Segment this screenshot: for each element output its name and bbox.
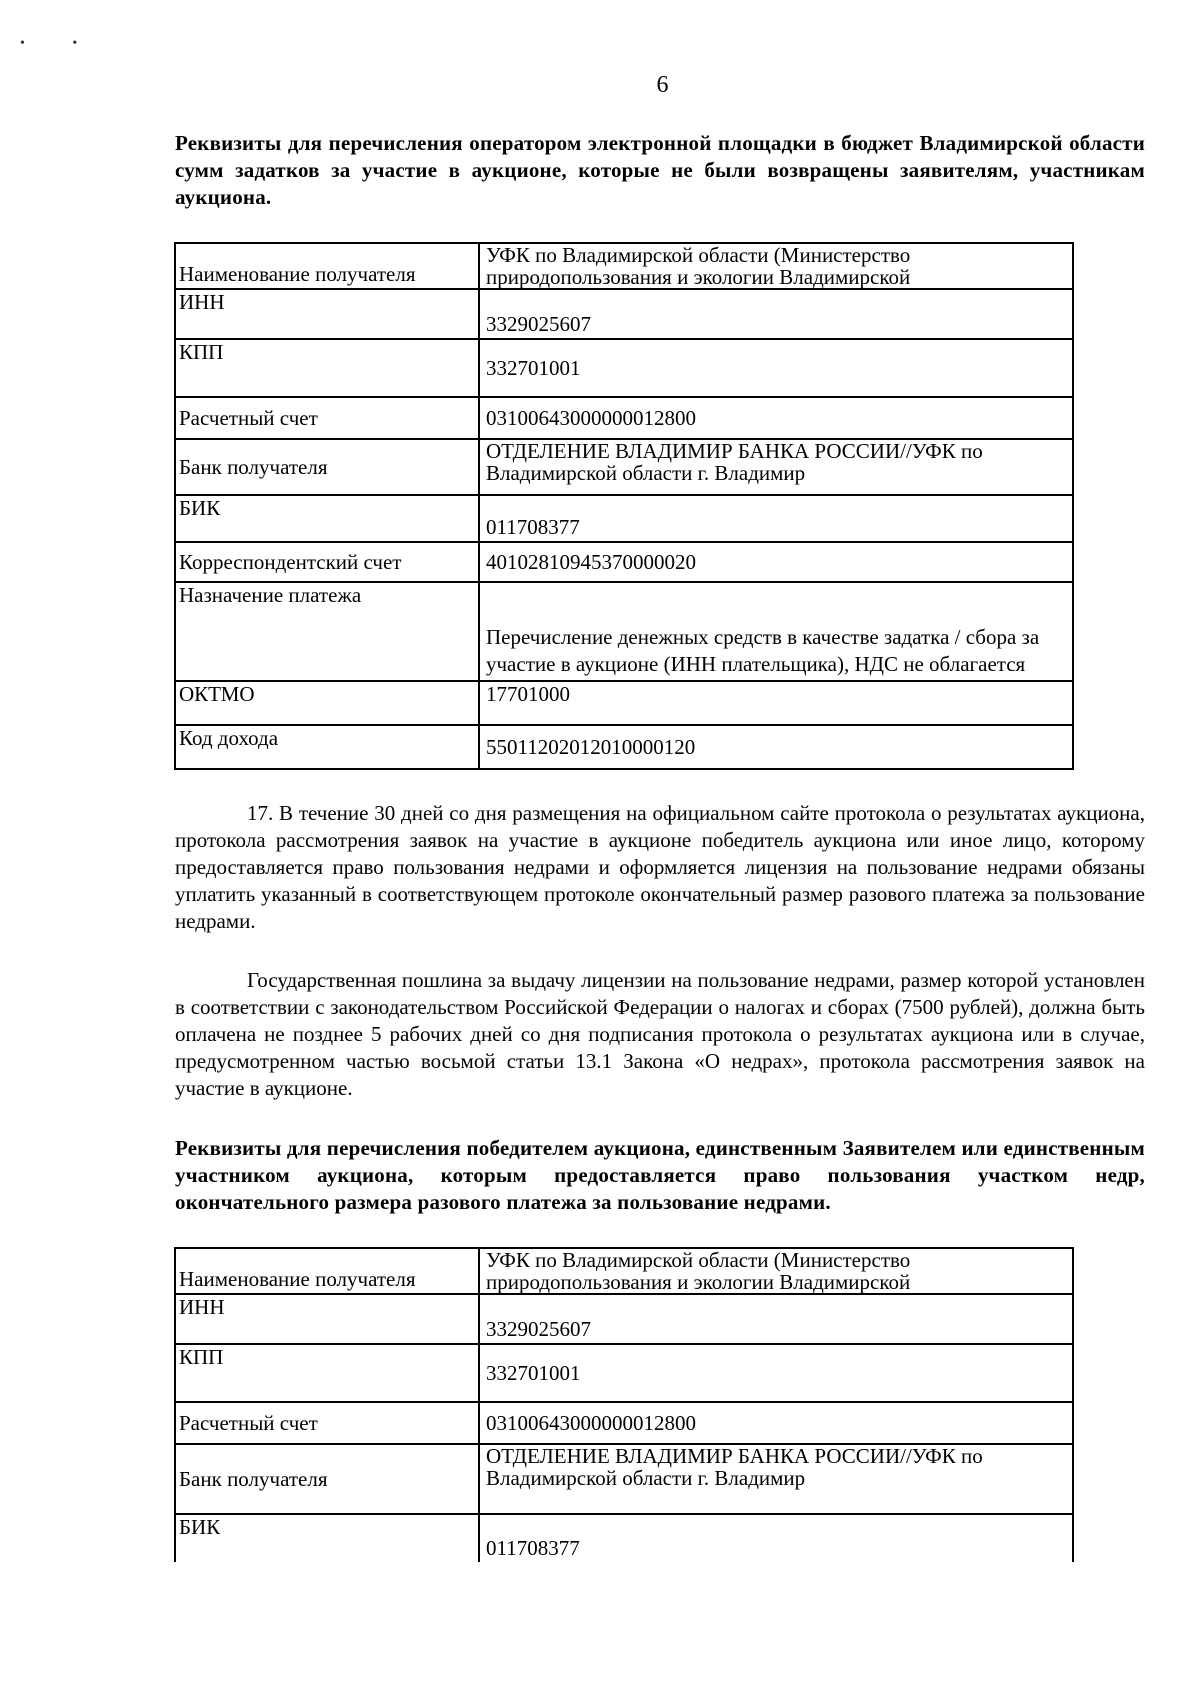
paragraph-state-fee: Государственная пошлина за выдачу лицензии на пользование недрами, размер которой установлен в соответствии с законодательством Российской Федерации о налогах и сборах (7500 рублей), должна быть оплачена не позднее 5 рабочих дней со дня подписания протокола о результатах аукциона или в случае, предусмотренном частью восьмой статьи 13.1 Закона «О недрах», протокола рассмотрения заявок на участие в аукционе. (175, 968, 1145, 1100)
recipient-name-value: УФК по Владимирской области (Министерство природопользования и экологии Владимирской (479, 1248, 1073, 1294)
inn-label: ИНН (175, 1294, 479, 1344)
page-number: 6 (656, 72, 669, 98)
section1-heading: Реквизиты для перечисления оператором электронной площадки в бюджет Владимирской области сумм задатков за участие в аукционе, которые не были возвращены заявителям, участникам аукциона. (175, 131, 1145, 209)
bank-label: Банк получателя (175, 1444, 479, 1514)
purpose-label: Назначение платежа (175, 582, 479, 681)
recipient-name-label: Наименование получателя (175, 243, 479, 289)
table-row (175, 725, 1073, 769)
purpose-value: Перечисление денежных средств в качестве задатка / сбора за участие в аукционе (ИНН плательщика), НДС не облагается (479, 582, 1073, 681)
table-row (175, 495, 1073, 542)
paragraph-17: 17. В течение 30 дней со дня размещения на официальном сайте протокола о результатах аукциона, протокола рассмотрения заявок на участие в аукционе победитель аукциона или иное лицо, которому предоставляется право пользования недрами и оформляется лицензия на пользование недрами обязаны уплатить указанный в соответствующем протоколе окончательный размер разового платежа за пользование недрами. (175, 801, 1145, 933)
bik-label: БИК (175, 1514, 479, 1562)
table-row (175, 1444, 1073, 1514)
table-row (175, 1514, 1073, 1562)
oktmo-value: 17701000 (479, 681, 1073, 725)
recipient-name-value: УФК по Владимирской области (Министерство природопользования и экологии Владимирской (479, 243, 1073, 289)
bik-value: 011708377 (479, 1514, 1073, 1562)
requisites-table-2 (174, 1247, 1074, 1562)
table-row (175, 243, 1073, 289)
account-value: 03100643000000012800 (479, 1402, 1073, 1444)
table-row (175, 289, 1073, 339)
bank-value: ОТДЕЛЕНИЕ ВЛАДИМИР БАНКА РОССИИ//УФК по Владимирской области г. Владимир (479, 439, 1073, 495)
income-code-value: 55011202012010000120 (479, 725, 1073, 769)
inn-label: ИНН (175, 289, 479, 339)
account-label: Расчетный счет (175, 1402, 479, 1444)
inn-value: 3329025607 (479, 289, 1073, 339)
table-row (175, 681, 1073, 725)
kpp-value: 332701001 (479, 339, 1073, 397)
table-row (175, 1344, 1073, 1402)
table-row (175, 439, 1073, 495)
kpp-label: КПП (175, 339, 479, 397)
table-row (175, 339, 1073, 397)
scan-specks: • • (20, 36, 100, 51)
table-row (175, 582, 1073, 681)
table-row (175, 397, 1073, 439)
oktmo-label: ОКТМО (175, 681, 479, 725)
account-label: Расчетный счет (175, 397, 479, 439)
kpp-value: 332701001 (479, 1344, 1073, 1402)
account-value: 03100643000000012800 (479, 397, 1073, 439)
bank-label: Банк получателя (175, 439, 479, 495)
requisites-table-1 (174, 242, 1074, 770)
inn-value: 3329025607 (479, 1294, 1073, 1344)
recipient-name-label: Наименование получателя (175, 1248, 479, 1294)
corr-account-label: Корреспондентский счет (175, 542, 479, 582)
table-row (175, 1248, 1073, 1294)
section2-heading: Реквизиты для перечисления победителем аукциона, единственным Заявителем или единственным участником аукциона, которым предоставляется право пользования участком недр, окончательного размера разового платежа за пользование недрами. (175, 1136, 1145, 1214)
bik-label: БИК (175, 495, 479, 542)
income-code-label: Код дохода (175, 725, 479, 769)
bik-value: 011708377 (479, 495, 1073, 542)
bank-value: ОТДЕЛЕНИЕ ВЛАДИМИР БАНКА РОССИИ//УФК по Владимирской области г. Владимир (479, 1444, 1073, 1514)
table-row (175, 1294, 1073, 1344)
corr-account-value: 40102810945370000020 (479, 542, 1073, 582)
kpp-label: КПП (175, 1344, 479, 1402)
table-row (175, 1402, 1073, 1444)
table-row (175, 542, 1073, 582)
